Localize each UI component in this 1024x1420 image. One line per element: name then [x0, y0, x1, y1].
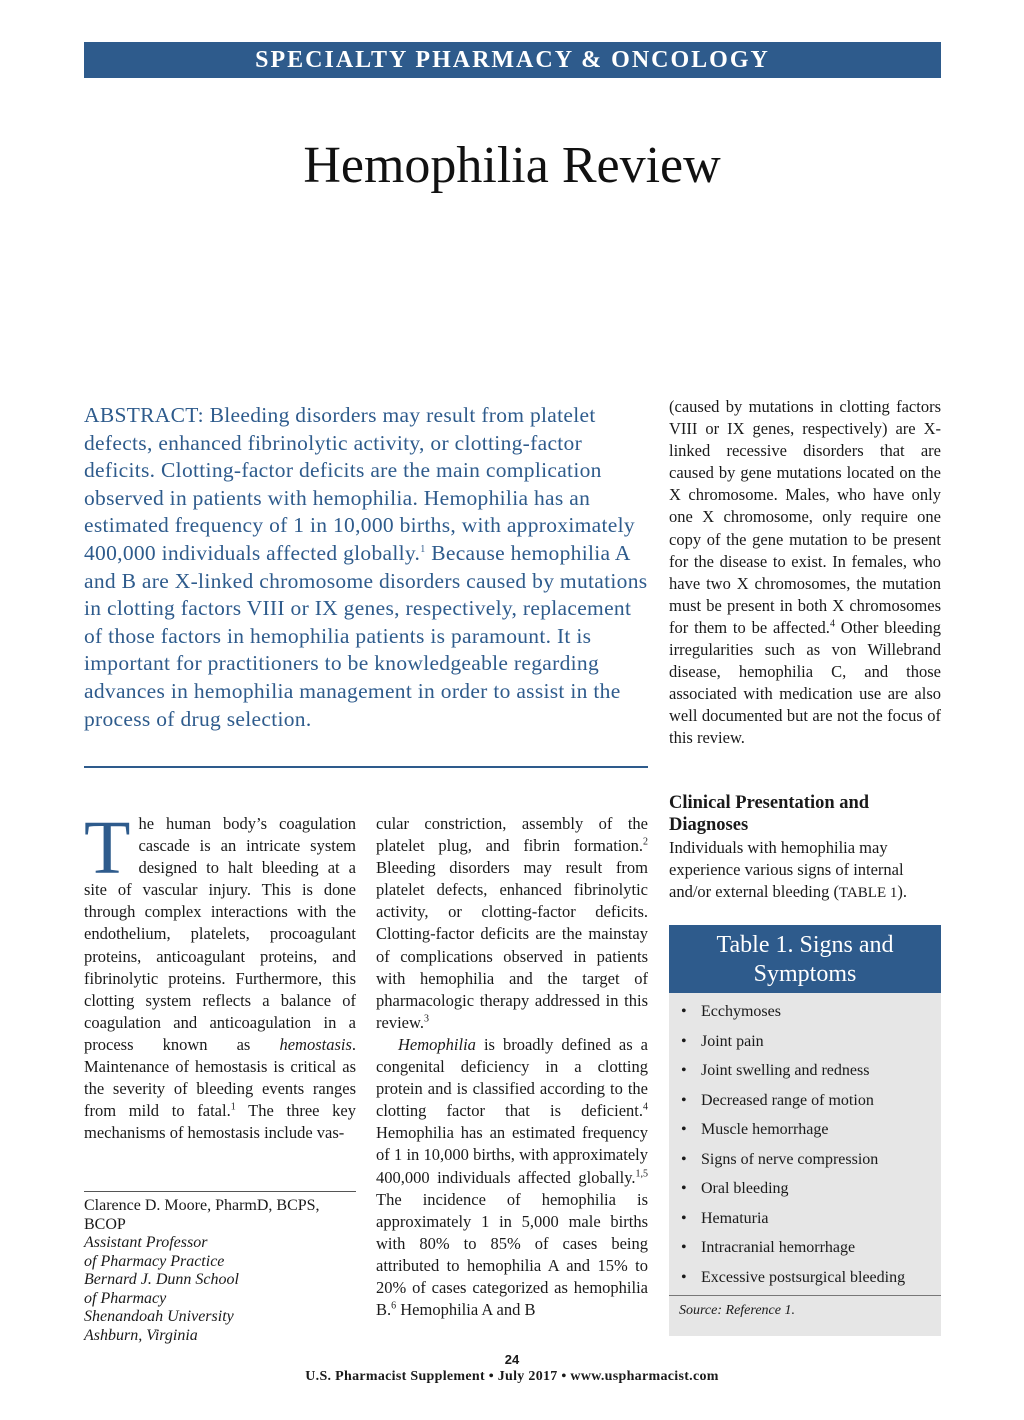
body-paragraph: (caused by mutations in clotting factors VIII or IX genes, respectively) are X-linked recessive disorders that are caused by gene mutations located on the X chromosome. Males, who have only one X chromosome, only require one copy of the gene mutation to be present for the disease to exist. In females, who have two X chromosomes, the mutation must be present in both X chromosomes for them to be affected.$^4$ Other bleeding irregularities such as von Willebrand disease, hemophilia C, and those associated with medication use are also well documented but are not the focus of this review. [669, 397, 941, 748]
abstract-divider [84, 766, 648, 768]
author-name: Clarence D. Moore, PharmD, BCPS, BCOP [84, 1197, 320, 1233]
list-item: • Signs of nerve compression [681, 1150, 879, 1168]
drop-cap: T [84, 806, 131, 890]
author-affiliation-line: Shenandoah University [84, 1308, 234, 1325]
abstract-text: Bleeding disorders may result from platelet defects, enhanced fibrinolytic activity, or clotting-factor deficits. Clotting-factor deficits are the main complication observed in patients with hemophilia. Hemophilia has an estimated frequency of 1 in 10,000 births, with approximately 400,000 individuals affected globally. [84, 403, 635, 565]
author-affiliation-line: Assistant Professor [84, 1234, 208, 1251]
list-item: • Joint pain [681, 1032, 764, 1050]
table-reference-link[interactable]: TABLE 1 [838, 885, 898, 902]
abstract-label: ABSTRACT: [84, 403, 204, 427]
list-item: • Ecchymoses [681, 1003, 781, 1020]
list-item: • Intracranial hemorrhage [681, 1239, 856, 1256]
author-block [84, 1197, 356, 1345]
body-column-3-lower [669, 837, 941, 904]
intro-paragraph: The human body’s coagulation cascade is an intricate system designed to halt bleeding at a site of vascular injury. This is done through complex interactions with the endothelium, platelets, procoagulant proteins, anticoagulant proteins, and fibrinolytic proteins. Furthermore, this clotting system reflects a balance of coagulation and anticoagulation in a process known as hemostasis. Maintenance of hemostasis is critical as the severity of bleeding events ranges from mild to fatal.$^1$ The three key mechanisms of hemostasis include vas- [84, 806, 356, 1143]
author-affiliation-line: of Pharmacy Practice [84, 1252, 225, 1270]
table-source: Source: Reference 1. [679, 1303, 795, 1318]
list-item: • Oral bleeding [681, 1180, 789, 1197]
table-title: Table 1. Signs and Symptoms [669, 925, 941, 993]
abstract [84, 402, 649, 733]
list-item: • Hematuria [681, 1209, 769, 1227]
table-divider [669, 1295, 941, 1296]
article-title: Hemophilia Review [303, 137, 721, 194]
author-affiliation-line: Bernard J. Dunn School [84, 1271, 239, 1288]
body-paragraph: cular constriction, assembly of the platelet plug, and fibrin formation.$^2$ Bleeding disorders may result from platelet defects, enhanced fibrinolytic activity, or clotting-factor deficits. Clotting-factor deficits are the mainstay of complications observed in patients with hemophilia and the target of pharmacologic therapy addressed in this review.$^3$ [376, 814, 648, 1032]
list-item: • Decreased range of motion [681, 1091, 874, 1109]
page-number: 24 [504, 1352, 520, 1367]
author-affiliation-line: Ashburn, Virginia [84, 1326, 198, 1344]
section-banner: SPECIALTY PHARMACY & ONCOLOGY [84, 42, 941, 78]
author-divider [84, 1191, 356, 1192]
abstract-ref: 1 [420, 543, 426, 555]
section-heading: Clinical Presentation and Diagnoses [669, 793, 870, 835]
symptom-list [669, 993, 941, 1292]
list-item: • Joint swelling and redness [681, 1062, 870, 1079]
body-column-2 [376, 813, 648, 1321]
table-1-sidebar [669, 925, 941, 1336]
body-paragraph: Individuals with hemophilia may experience various signs of internal and/or external bleeding (TABLE 1). [669, 838, 907, 902]
list-item: • Muscle hemorrhage [681, 1121, 829, 1138]
body-column-1 [84, 806, 356, 1144]
body-paragraph: Hemophilia is broadly defined as a congenital deficiency in a clotting protein and is classified according to the clotting factor that is deficient.$^4$ Hemophilia has an estimated frequency of 1 in 10,000 births, with approximately 400,000 individuals affected globally.$^{1,5}$ The incidence of hemophilia is approximately 1 in 5,000 male births with 80% to 85% of cases being attributed to hemophilia A and 15% to 20% of cases categorized as hemophilia B.$^6$ Hemophilia A and B [376, 1034, 648, 1320]
page-footer: U.S. Pharmacist Supplement • July 2017 • www.uspharmacist.com [305, 1369, 719, 1384]
author-affiliation-line: of Pharmacy [84, 1289, 167, 1307]
list-item: • Excessive postsurgical bleeding [681, 1268, 906, 1286]
abstract-text-2: Because hemophilia A and B are X-linked chromosome disorders caused by mutations in clotting factors VIII or IX genes, respectively, replacement of those factors in hemophilia patients is paramount. It is important for practitioners to be knowledgeable regarding advances in hemophilia management in order to assist in the process of drug selection. [84, 540, 648, 731]
body-column-3 [669, 396, 941, 750]
